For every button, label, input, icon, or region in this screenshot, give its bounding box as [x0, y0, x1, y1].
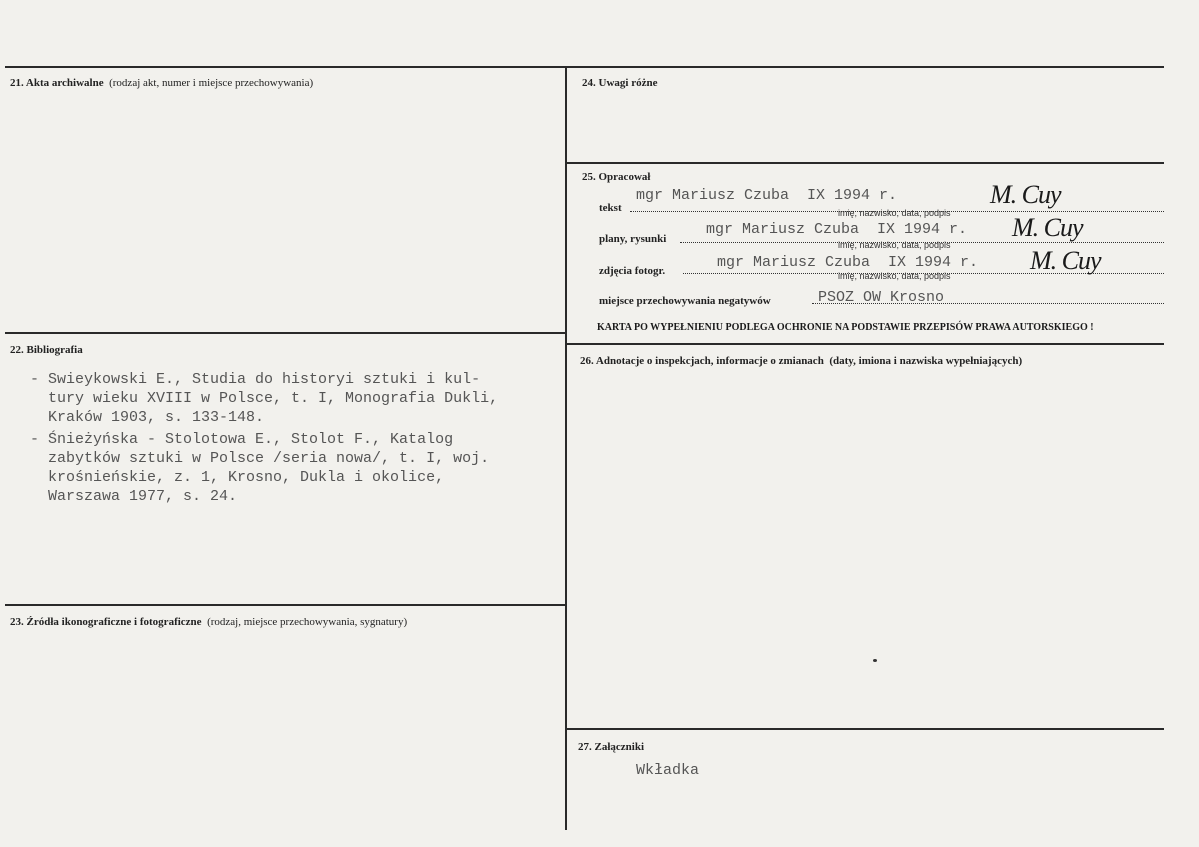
author-row-value: mgr Mariusz Czuba IX 1994 r. [706, 221, 968, 238]
author-row-value: mgr Mariusz Czuba IX 1994 r. [717, 254, 979, 271]
section-26-title: 26. Adnotacje o inspekcjach, informacje o zmianach [580, 355, 824, 367]
section-21-subtitle: (rodzaj akt, numer i miejsce przechowywania) [109, 77, 314, 89]
bibliography-entry: - Swieykowski E., Studia do historyi sztuki i kul- tury wieku XVIII w Polsce, t. I, Monografia Dukli, Kraków 1903, s. 133-148. [30, 371, 499, 426]
section-25-title: 25. Opracował [582, 171, 651, 183]
negatives-value: PSOZ OW Krosno [818, 289, 945, 306]
photos-signature: M. Cuy [1030, 246, 1101, 275]
bibliography-entry: - Śnieżyńska - Stolotowa E., Stolot F., Katalog zabytków sztuki w Polsce /seria nowa/, t. I, woj. krośnieńskie, z. 1, Krosno, Dukla i okolice, Warszawa 1977, s. 24. [30, 431, 490, 505]
section-21-title: 21. Akta archiwalne [10, 77, 104, 89]
rule-26-27 [566, 728, 1164, 730]
author-row-value: mgr Mariusz Czuba IX 1994 r. [636, 187, 898, 204]
paper-speck [873, 659, 877, 662]
drawings-signature: M. Cuy [1012, 213, 1083, 242]
section-26-header [580, 355, 1022, 367]
section-23-subtitle: (rodzaj, miejsce przechowywania, sygnatury) [207, 616, 408, 628]
section-21-header [10, 77, 313, 89]
negatives-label: miejsce przechowywania negatywów [599, 295, 771, 307]
rule-25-26 [566, 343, 1164, 345]
author-signature: M. Cuy [990, 180, 1061, 209]
author-row-hint: imię, nazwisko, data, podpis [838, 271, 951, 281]
rule-22-23 [5, 604, 566, 606]
section-22-title: 22. Bibliografia [10, 344, 83, 356]
author-row-label: plany, rysunki [599, 233, 667, 245]
section-26-subtitle: (daty, imiona i nazwiska wypełniających) [829, 355, 1023, 367]
section-23-header [10, 616, 407, 628]
center-divider [565, 66, 567, 830]
rule-24-25 [566, 162, 1164, 164]
rule-21-22 [5, 332, 566, 334]
top-rule [5, 66, 1164, 68]
section-27-title: 27. Załączniki [578, 741, 645, 753]
section-24-title: 24. Uwagi różne [582, 77, 658, 89]
author-row-hint: imię, nazwisko, data, podpis [838, 208, 951, 218]
author-row-label: zdjęcia fotogr. [599, 265, 666, 277]
author-row-label: tekst [599, 202, 622, 214]
author-row-hint: imię, nazwisko, data, podpis [838, 240, 951, 250]
copyright-warning: KARTA PO WYPEŁNIENIU PODLEGA OCHRONIE NA PODSTAWIE PRZEPISÓW PRAWA AUTORSKIEGO ! [597, 322, 1094, 333]
attachments-value: Wkładka [636, 762, 700, 779]
section-23-title: 23. Źródła ikonograficzne i fotograficzne [10, 616, 202, 628]
